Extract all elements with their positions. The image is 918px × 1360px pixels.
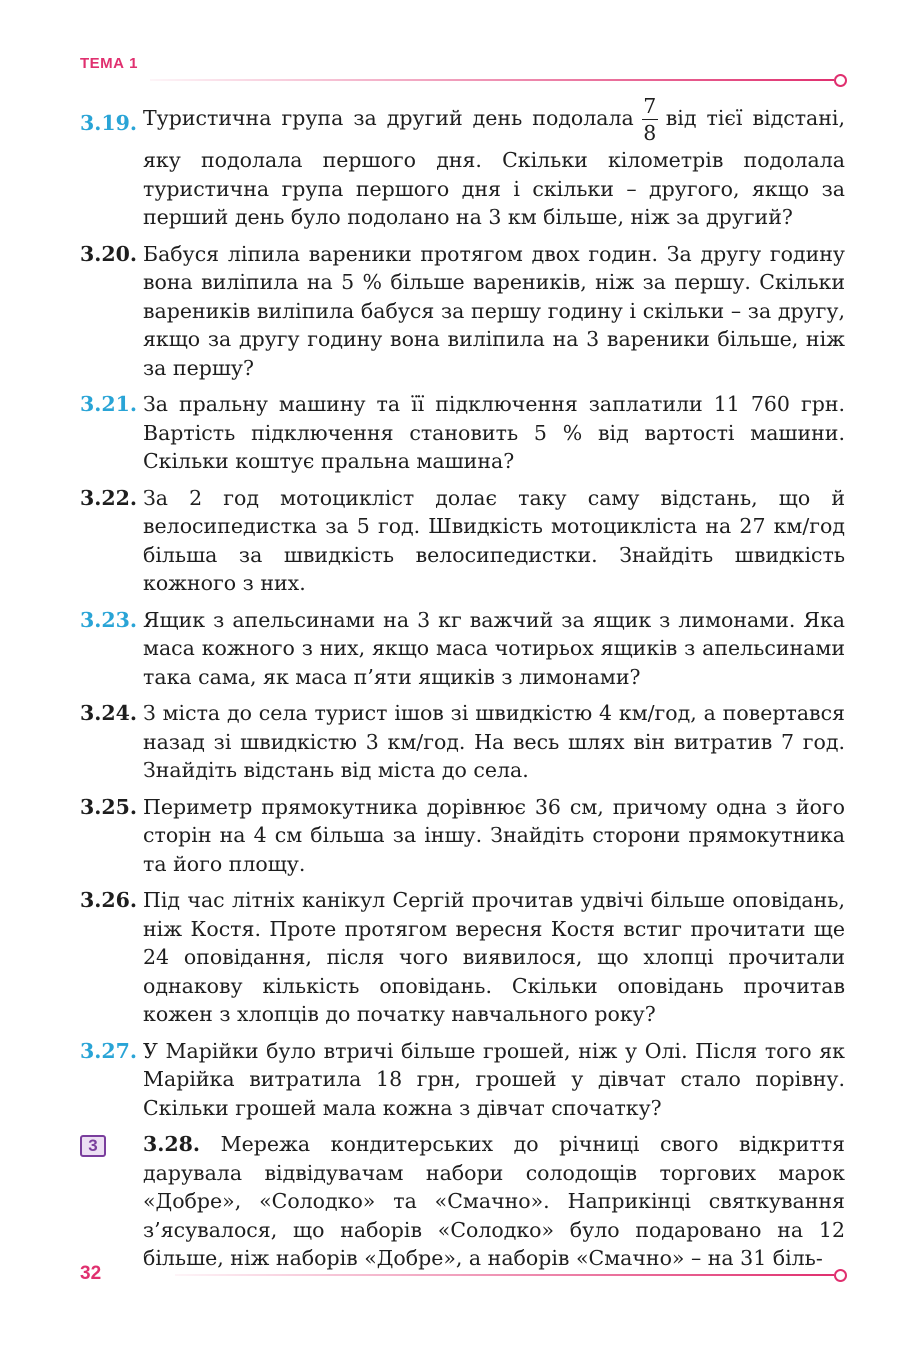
- problem-number: 3.25.: [80, 794, 138, 819]
- problem-3-24: [80, 699, 845, 785]
- problem-3-19: [80, 93, 845, 232]
- fraction: [642, 93, 658, 146]
- problem-text: Бабуся ліпила вареники протягом двох годин. За другу годину вона виліпила на 5 % більше вареників, ніж за першу. Скільки вареників виліпила бабуся за першу годину і скільки – за другу, якщо за другу годину вона виліпила на 3 вареники більше, ніж за першу?: [143, 241, 845, 380]
- problem-3-20: [80, 240, 845, 383]
- problem-text-part: Туристична група за другий день подолала: [143, 106, 634, 130]
- problem-text: [143, 93, 845, 232]
- footer-rule-end-circle: [834, 1269, 847, 1282]
- problem-text: З міста до села турист ішов зі швидкістю 4 км/год, а повертався назад зі швидкістю 3 км/год. На весь шлях він витратив 7 год. Знайдіть відстань від міста до села.: [143, 701, 845, 782]
- problem-text: За 2 год мотоцикліст долає таку саму відстань, що й велосипедистка за 5 год. Швидкість мотоцикліста на 27 км/год більша за швидкість велосипедистки. Знайдіть швидкість кожного з них.: [143, 485, 845, 595]
- fraction-numerator: 7: [643, 94, 657, 118]
- problem-list: [80, 93, 845, 1281]
- page-number: 32: [80, 1263, 102, 1284]
- footer-rule: [175, 1274, 834, 1276]
- problem-text: Периметр прямокутника дорівнює 36 см, причому одна з його сторін на 4 см більша за іншу. Знайдіть сторони прямокутника та його площу.: [143, 794, 845, 876]
- problem-text: За пральну машину та її підключення заплатили 11 760 грн. Вартість підключення становить 5 % від вартості машини. Скільки коштує пральна машина?: [143, 392, 845, 473]
- problem-number: 3.27.: [80, 1038, 138, 1063]
- problem-3-28: [80, 1130, 845, 1273]
- problem-text: У Марійки було втричі більше грошей, ніж у Олі. Після того як Марійка витратила 18 грн, грошей у дівчат стало порівну. Скільки грошей мала кожна з дівчат спочатку?: [143, 1038, 845, 1120]
- problem-number: 3.19.: [80, 111, 138, 135]
- problem-text-part: Мережа кондитерських до річниці свого відкриття дарувала відвідувачам набори солодощів торгових марок «Добре», «Солодко» та «Смачно». Наприкінці святкування з’ясувалося, що наборів «Солодко» було подаровано на 12 більше, ніж наборів «Добре», а наборів «Смачно» – на 31 біль-: [143, 1132, 845, 1270]
- problem-3-22: [80, 484, 845, 598]
- problem-text-part: від тієї відстані, яку подолала першого дня. Скільки кілометрів подолала туристична група першого дня і скільки – другого, якщо за перший день було подолано на 3 км більше, ніж за другий?: [143, 106, 845, 229]
- problem-number: 3.26.: [80, 888, 138, 912]
- topic-label: ТЕМА 1: [80, 55, 139, 72]
- problem-text: Ящик з апельсинами на 3 кг важчий за ящик з лимонами. Яка маса кожного з них, якщо маса чотирьох ящиків з апельсинами така сама, як маса п’яти ящиків з лимонами?: [143, 607, 845, 689]
- problem-3-26: [80, 886, 845, 1029]
- header-rule: [150, 79, 834, 81]
- problem-3-21: [80, 390, 845, 476]
- problem-3-25: [80, 793, 845, 879]
- problem-number: 3.21.: [80, 392, 138, 416]
- level-badge-cell: [80, 1130, 143, 1273]
- header-rule-end-circle: [834, 74, 847, 87]
- fraction-denominator: 8: [643, 121, 657, 145]
- problem-number: 3.22.: [80, 485, 138, 510]
- problem-number: 3.20.: [80, 241, 138, 266]
- problem-3-23: [80, 606, 845, 692]
- problem-3-27: [80, 1037, 845, 1123]
- level-3-badge-icon: 3: [80, 1135, 106, 1157]
- problem-text: [143, 1130, 845, 1273]
- problem-text: Під час літніх канікул Сергій прочитав удвічі більше оповідань, ніж Костя. Проте протягом вересня Костя встиг прочитати ще 24 оповідання, після чого виявилося, що хлопці прочитали однакову кількість оповідань. Скільки оповідань прочитав кожен з хлопців до початку навчального року?: [143, 888, 845, 1026]
- problem-number: 3.23.: [80, 607, 138, 632]
- problem-number: 3.24.: [80, 701, 138, 725]
- problem-number: 3.28.: [143, 1132, 201, 1156]
